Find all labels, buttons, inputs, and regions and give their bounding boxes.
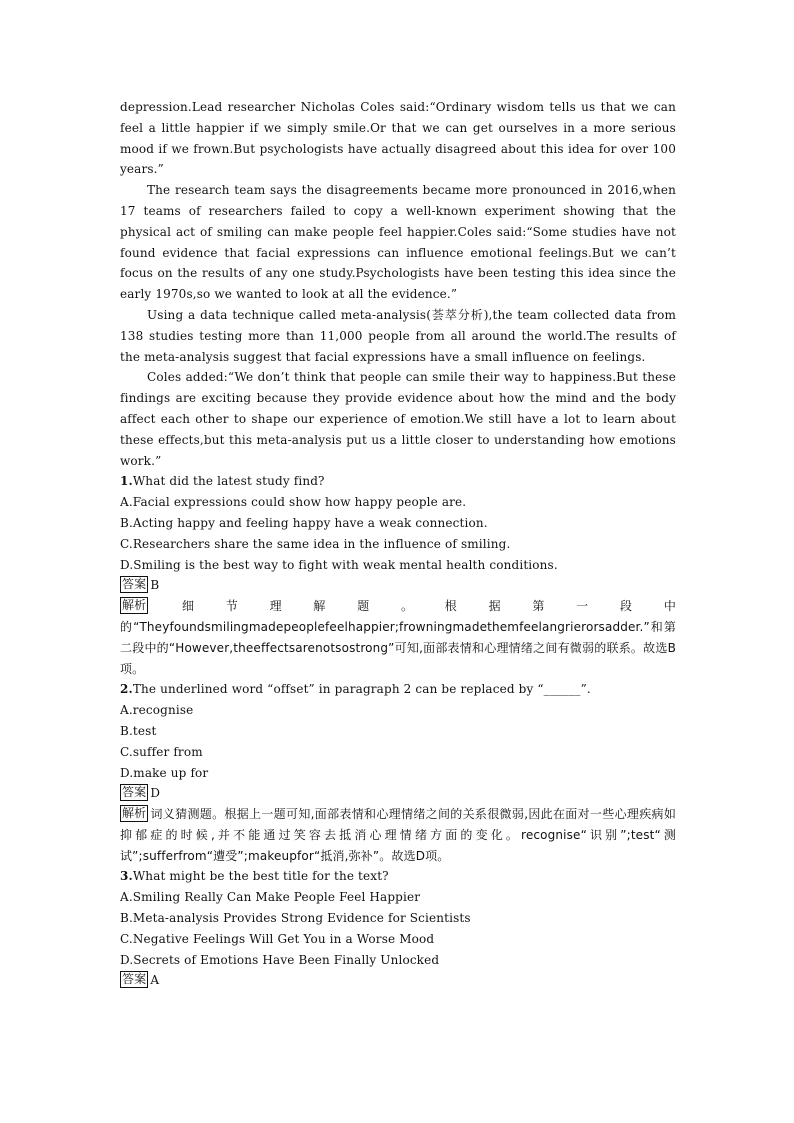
option-a: A.recognise bbox=[120, 703, 194, 718]
question-stem bbox=[120, 866, 676, 887]
answer-tag: 答案 bbox=[122, 577, 147, 592]
question-2 bbox=[120, 679, 676, 866]
explanation-text: 细节理解题。根据第一段中的“Theyfoundsmilingmadepeoplefeelhappier;frowningmadethemfeelangrierorsadder.”和第二段中的“However,theeffectsarenotsostrong”可知,面部表情和心理情绪之间有微弱的联系。故选B项。 bbox=[120, 599, 676, 676]
explanation-tag: 解析 bbox=[122, 598, 147, 613]
question-stem bbox=[120, 679, 676, 700]
passage-paragraph: Coles added:“We don’t think that people can smile their way to happiness.But these findings are exciting because they provide evidence about how the mind and the body affect each other to shape our experience of emotion.We still have a lot to learn about these effects,but this meta-analysis put us a little closer to understanding how emotions work.” bbox=[120, 370, 676, 468]
question-1 bbox=[120, 471, 676, 679]
answer-value: A bbox=[150, 973, 160, 988]
option-a: A.Smiling Really Can Make People Feel Happier bbox=[120, 890, 421, 905]
question-text: What might be the best title for the text? bbox=[132, 869, 389, 884]
option-b: B.test bbox=[120, 723, 157, 738]
question-3 bbox=[120, 866, 676, 991]
answer-tag: 答案 bbox=[122, 972, 147, 987]
answer-line bbox=[120, 575, 676, 596]
question-stem bbox=[120, 471, 676, 492]
option-d: D.Secrets of Emotions Have Been Finally Unlocked bbox=[120, 952, 440, 967]
question-text: What did the latest study find? bbox=[132, 474, 325, 489]
explanation-tag: 解析 bbox=[122, 806, 147, 821]
passage-paragraph: The research team says the disagreements became more pronounced in 2016,when 17 teams of researchers failed to copy a well-known experiment showing that the physical act of smiling can make people feel happier.Coles said:“Some studies have not found evidence that facial expressions can influence emotional feelings.But we can’t focus on the results of any one study.Psychologists have been testing this idea since the early 1970s,so we wanted to look at all the evidence.” bbox=[120, 183, 676, 302]
question-number: 3. bbox=[120, 869, 133, 884]
option-b: B.Meta-analysis Provides Strong Evidence for Scientists bbox=[120, 911, 471, 926]
question-text: The underlined word “offset” in paragraph 2 can be replaced by “______”. bbox=[132, 682, 591, 697]
option-a: A.Facial expressions could show how happy people are. bbox=[120, 495, 467, 510]
passage-paragraph: depression.Lead researcher Nicholas Coles said:“Ordinary wisdom tells us that we can feel a little happier if we simply smile.Or that we can get ourselves in a more serious mood if we frown.But psychologists have actually disagreed about this idea for over 100 years.” bbox=[120, 100, 676, 177]
option-c: C.Researchers share the same idea in the influence of smiling. bbox=[120, 536, 511, 551]
option-c: C.suffer from bbox=[120, 744, 203, 759]
option-d: D.Smiling is the best way to fight with weak mental health conditions. bbox=[120, 557, 558, 572]
explanation bbox=[120, 596, 676, 679]
exam-page bbox=[120, 97, 676, 991]
option-d: D.make up for bbox=[120, 765, 209, 780]
answer-tag: 答案 bbox=[122, 785, 147, 800]
option-b: B.Acting happy and feeling happy have a weak connection. bbox=[120, 515, 488, 530]
question-number: 1. bbox=[120, 474, 133, 489]
question-number: 2. bbox=[120, 682, 133, 697]
explanation-text: 词义猜测题。根据上一题可知,面部表情和心理情绪之间的关系很微弱,因此在面对一些心理疾病如抑郁症的时候,并不能通过笑容去抵消心理情绪方面的变化。recognise“识别”;test“测试”;sufferfrom“遭受”;makeupfor“抵消,弥补”。故选D项。 bbox=[120, 807, 676, 863]
answer-value: B bbox=[150, 578, 160, 593]
answer-value: D bbox=[150, 786, 161, 801]
passage-paragraph: Using a data technique called meta-analysis(荟萃分析),the team collected data from 138 studies testing more than 11,000 people from all around the world.The results of the meta-analysis suggest that facial expressions have a small influence on feelings. bbox=[120, 307, 676, 364]
explanation bbox=[120, 804, 676, 866]
answer-line bbox=[120, 970, 676, 991]
answer-line bbox=[120, 783, 676, 804]
option-c: C.Negative Feelings Will Get You in a Worse Mood bbox=[120, 931, 435, 946]
